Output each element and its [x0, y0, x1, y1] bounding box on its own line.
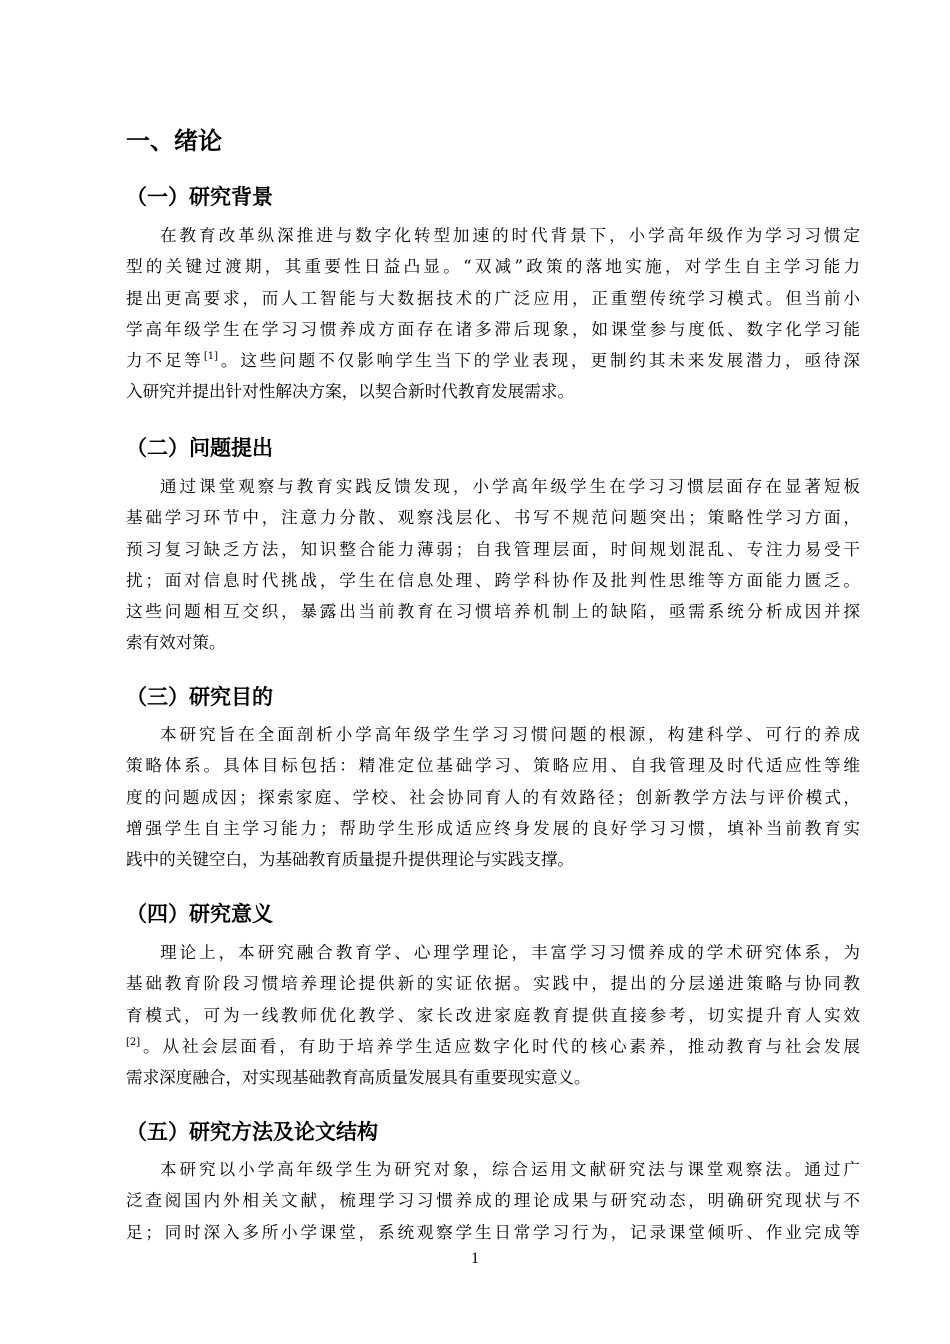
section-heading-significance: （四）研究意义 [126, 902, 273, 926]
section-body-significance [126, 937, 860, 1093]
citation-marker: [2] [126, 1036, 141, 1048]
paragraph-line: 扰；面对信息时代挑战，学生在信息处理、跨学科协作及批判性思维等方面能力匮乏。 [126, 570, 860, 590]
paragraph-line: 本研究以小学高年级学生为研究对象，综合运用文献研究法与课堂观察法。通过广 [160, 1160, 860, 1179]
chapter-title: 一、绪论 [126, 127, 222, 155]
paragraph-line: 通过课堂观察与教育实践反馈发现，小学高年级学生在学习习惯层面存在显著短板 [160, 477, 860, 496]
section-body-methods [126, 1154, 860, 1248]
section-heading-background: （一）研究背景 [126, 185, 273, 209]
paragraph-line: 学高年级学生在学习习惯养成方面存在诸多滞后现象，如课堂参与度低、数字化学习能 [126, 319, 860, 339]
citation-marker: [1] [203, 351, 218, 363]
paragraph-line: 索有效对策。 [126, 633, 226, 653]
page-number: 1 [471, 1250, 479, 1267]
paragraph-line: 基础学习环节中，注意力分散、观察浅层化、书写不规范问题突出；策略性学习方面， [126, 508, 860, 528]
paragraph-line: 育模式，可为一线教师优化教学、家长改进家庭教育提供直接参考，切实提升育人实效 [126, 1005, 860, 1025]
section-heading-methods: （五）研究方法及论文结构 [126, 1120, 378, 1144]
paragraph-text: 。这些问题不仅影响学生当下的学业表现，更制约其未来发展潜力，亟待深 [218, 351, 861, 371]
section-body-purpose [126, 719, 860, 875]
paragraph-line: 足；同时深入多所小学课堂，系统观察学生日常学习行为，记录课堂倾听、作业完成等 [126, 1222, 860, 1242]
paragraph-line: 提出更高要求，而人工智能与大数据技术的广泛应用，正重塑传统学习模式。但当前小 [126, 288, 860, 308]
section-body-background [126, 220, 860, 408]
paragraph-line: 入研究并提出针对性解决方案，以契合新时代教育发展需求。 [126, 382, 575, 402]
paragraph-line: 策略体系。具体目标包括：精准定位基础学习、策略应用、自我管理及时代适应性等维 [126, 756, 860, 776]
paragraph-line: 在教育改革纵深推进与数字化转型加速的时代背景下，小学高年级作为学习习惯定 [160, 226, 860, 245]
section-body-problem [126, 471, 860, 659]
paragraph-line: 型的关键过渡期，其重要性日益凸显。“双减”政策的落地实施，对学生自主学习能力 [126, 257, 860, 277]
paragraph-line: 本研究旨在全面剖析小学高年级学生学习习惯问题的根源，构建科学、可行的养成 [160, 725, 860, 744]
paragraph-line: 增强学生自主学习能力；帮助学生形成适应终身发展的良好学习习惯，填补当前教育实 [126, 818, 860, 838]
paragraph-line: 践中的关键空白，为基础教育质量提升提供理论与实践支撑。 [126, 850, 575, 870]
paragraph-line: 基础教育阶段习惯培养理论提供新的实证依据。实践中，提出的分层递进策略与协同教 [126, 974, 860, 994]
paragraph-line: 度的问题成因；探索家庭、学校、社会协同育人的有效路径；创新教学方法与评价模式， [126, 787, 860, 807]
paragraph-line-with-citation [126, 1031, 860, 1062]
paragraph-line: 理论上，本研究融合教育学、心理学理论，丰富学习习惯养成的学术研究体系，为 [160, 943, 860, 962]
section-heading-purpose: （三）研究目的 [126, 685, 273, 709]
paragraph-line: 预习复习缺乏方法，知识整合能力薄弱；自我管理层面，时间规划混乱、专注力易受干 [126, 539, 860, 559]
paragraph-text: 。从社会层面看，有助于培养学生适应数字化时代的核心素养，推动教育与社会发展 [140, 1036, 860, 1056]
paragraph-line: 泛查阅国内外相关文献，梳理学习习惯养成的理论成果与研究动态，明确研究现状与不 [126, 1191, 860, 1211]
paragraph-text: 力不足等 [126, 351, 204, 371]
paragraph-line: 这些问题相互交织，暴露出当前教育在习惯培养机制上的缺陷，亟需系统分析成因并探 [126, 602, 860, 622]
paragraph-line: 需求深度融合，对实现基础教育高质量发展具有重要现实意义。 [126, 1068, 591, 1088]
section-heading-problem: （二）问题提出 [126, 436, 273, 460]
paragraph-line-with-citation [126, 345, 860, 376]
